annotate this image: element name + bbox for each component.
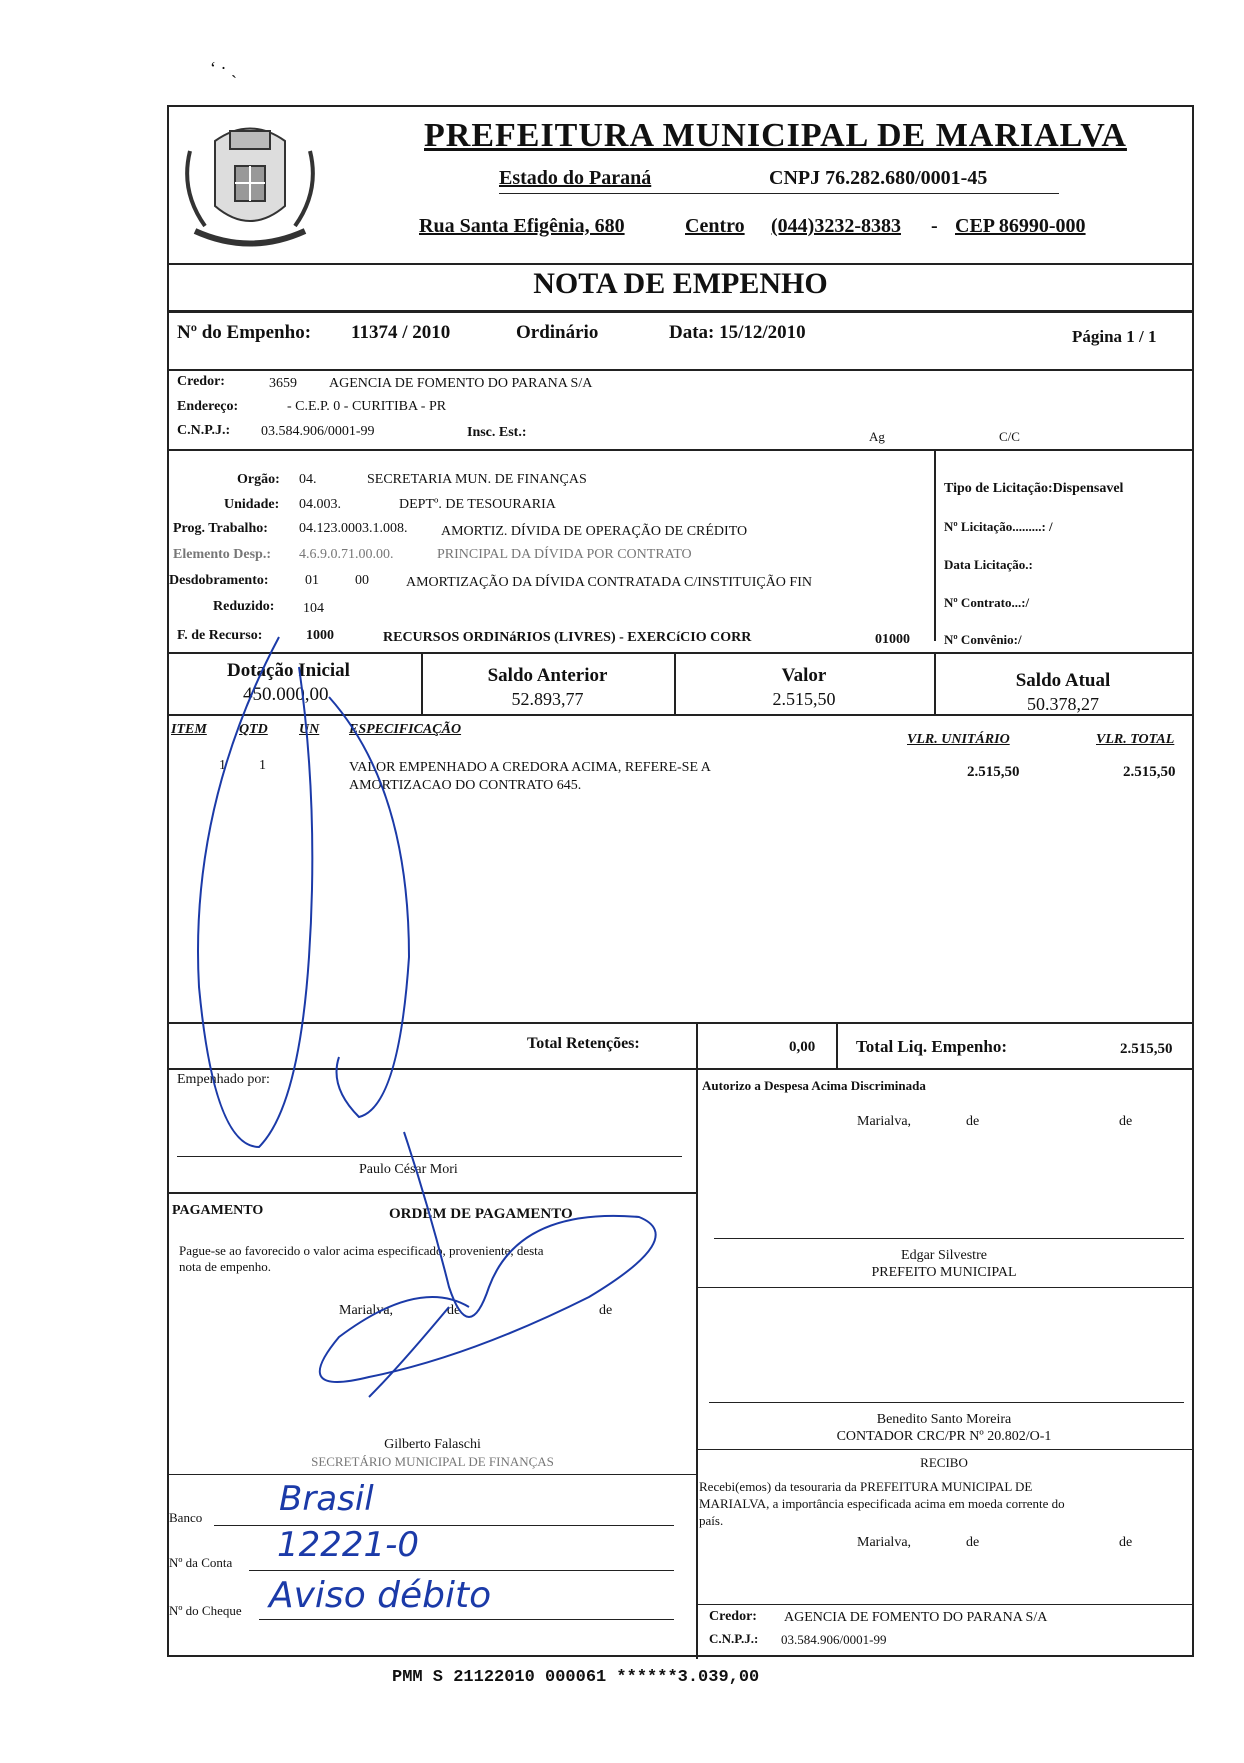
pagamento-de-2: de <box>599 1303 613 1318</box>
prefeito-name: Edgar Silvestre <box>901 1248 987 1263</box>
col-especificacao: ESPECIFICAÇÃO <box>349 722 462 737</box>
recibo-text-2: MARIALVA, a importância especificada acima em moeda corrente do <box>699 1496 1065 1511</box>
divider <box>169 1022 1192 1024</box>
divider <box>696 1287 1192 1288</box>
divider <box>696 1068 698 1659</box>
state-label: Estado do Paraná <box>499 167 652 189</box>
contador-name: Benedito Santo Moreira <box>876 1412 1012 1427</box>
phone-separator: - <box>931 215 938 237</box>
orgao-code: 04. <box>299 472 317 487</box>
divider <box>696 1604 1192 1605</box>
col-vlr-unitario: VLR. UNITÁRIO <box>907 732 1010 747</box>
numero-licitacao: Nº Licitação.........: / <box>944 519 1053 534</box>
phone-label: (044)3232-8383 <box>771 215 901 237</box>
credor-name: AGENCIA DE FOMENTO DO PARANA S/A <box>329 376 593 391</box>
recibo-de-1: de <box>966 1535 980 1550</box>
row-vlr-total: 2.515,50 <box>1123 764 1176 780</box>
pague-text-2: nota de empenho. <box>179 1259 272 1274</box>
pague-text-1: Pague-se ao favorecido o valor acima especificado, proveniente, desta <box>179 1243 544 1258</box>
document-title: NOTA DE EMPENHO <box>533 267 828 300</box>
divider <box>169 714 1192 716</box>
footer-stamp: PMM S 21122010 000061 ******3.039,00 <box>392 1668 760 1687</box>
autorizo-label: Autorizo a Despesa Acima Discriminada <box>702 1078 926 1093</box>
divider <box>696 1022 698 1068</box>
recibo-credor-label: Credor: <box>709 1609 757 1624</box>
endereco-value: - C.E.P. 0 - CURITIBA - PR <box>287 399 447 414</box>
prog-label: Prog. Trabalho: <box>173 521 268 536</box>
empenho-number: 11374 / 2010 <box>351 322 451 343</box>
insc-est-label: Insc. Est.: <box>467 425 527 440</box>
col-vlr-total: VLR. TOTAL <box>1096 732 1175 747</box>
divider <box>169 263 1192 265</box>
recurso-num: 01000 <box>875 632 910 647</box>
saldo-atual-value: 50.378,27 <box>1027 694 1099 714</box>
divider <box>169 1192 696 1194</box>
recibo-text-1: Recebi(emos) da tesouraria da PREFEITURA MUNICIPAL DE <box>699 1479 1033 1494</box>
desdobramento-name: AMORTIZAÇÃO DA DÍVIDA CONTRATADA C/INSTITUIÇÃO FIN <box>406 575 812 590</box>
autorizo-de-2: de <box>1119 1114 1133 1129</box>
ag-label: Ag <box>869 429 885 444</box>
reduzido-value: 104 <box>303 601 324 616</box>
empenhado-name: Paulo César Mori <box>359 1162 458 1177</box>
unidade-name: DEPTº. DE TESOURARIA <box>399 497 556 512</box>
nota-empenho-form <box>167 105 1194 1657</box>
unidade-code: 04.003. <box>299 497 341 512</box>
reduzido-label: Reduzido: <box>213 599 275 614</box>
desdobramento-label: Desdobramento: <box>169 573 269 588</box>
signature-line <box>709 1402 1184 1403</box>
recurso-name: RECURSOS ORDINáRIOS (LIVRES) - EXERCíCIO CORR <box>383 630 752 645</box>
dotacao-inicial-label: Dotação Inicial <box>227 660 350 681</box>
prefeito-title: PREFEITO MUNICIPAL <box>871 1265 1017 1280</box>
row-especificacao-2: AMORTIZACAO DO CONTRATO 645. <box>349 778 582 793</box>
valor-value: 2.515,50 <box>772 689 836 709</box>
cheque-label: Nº do Cheque <box>169 1603 242 1618</box>
empenhado-label: Empenhado por: <box>177 1072 270 1087</box>
divider <box>696 1449 1192 1450</box>
coat-of-arms-icon <box>175 111 325 261</box>
unidade-label: Unidade: <box>224 497 280 512</box>
page-number: Página 1 / 1 <box>1072 327 1157 346</box>
orgao-label: Orgão: <box>237 472 280 487</box>
row-qtd: 1 <box>259 758 266 773</box>
row-item: 1 <box>219 758 226 773</box>
conta-label: Nº da Conta <box>169 1555 233 1570</box>
contador-title: CONTADOR CRC/PR Nº 20.802/O-1 <box>836 1429 1052 1444</box>
data-licitacao: Data Licitação.: <box>944 557 1033 572</box>
divider <box>169 1068 1192 1070</box>
elemento-name: PRINCIPAL DA DÍVIDA POR CONTRATO <box>437 547 692 562</box>
recibo-de-2: de <box>1119 1535 1133 1550</box>
divider <box>169 310 1192 313</box>
elemento-code: 4.6.9.0.71.00.00. <box>299 547 394 562</box>
divider <box>169 369 1192 371</box>
recurso-label: F. de Recurso: <box>177 628 263 643</box>
prog-name: AMORTIZ. DÍVIDA DE OPERAÇÃO DE CRÉDITO <box>441 524 748 539</box>
tipo-licitacao-text: Tipo de Licitação:Dispensavel <box>944 481 1124 496</box>
endereco-label: Endereço: <box>177 399 239 414</box>
empenho-date: Data: 15/12/2010 <box>669 322 806 343</box>
empenho-label: Nº do Empenho: <box>177 322 312 343</box>
pagamento-marialva: Marialva, <box>339 1303 394 1318</box>
top-marks: ʻ · ˎ <box>210 58 237 78</box>
prefeitura-title: PREFEITURA MUNICIPAL DE MARIALVA <box>424 117 1127 154</box>
divider <box>169 1474 696 1475</box>
cep-label: CEP 86990-000 <box>955 215 1086 237</box>
orgao-name: SECRETARIA MUN. DE FINANÇAS <box>367 472 587 487</box>
desdobramento-sub: 00 <box>355 573 369 588</box>
recibo-credor-name: AGENCIA DE FOMENTO DO PARANA S/A <box>784 1610 1048 1625</box>
cnpj-label: CNPJ 76.282.680/0001-45 <box>769 167 988 189</box>
state-underline <box>499 193 1059 194</box>
total-liquido-value: 2.515,50 <box>1120 1041 1173 1057</box>
credor-cnpj: 03.584.906/0001-99 <box>261 424 375 439</box>
banco-label: Banco <box>169 1510 203 1525</box>
divider <box>934 449 936 641</box>
signature-line <box>177 1156 682 1157</box>
secretario-name: Gilberto Falaschi <box>384 1437 481 1452</box>
saldo-anterior-label: Saldo Anterior <box>487 665 608 686</box>
conta-line <box>249 1570 674 1571</box>
total-retencoes-value: 0,00 <box>789 1039 816 1055</box>
pagamento-label: PAGAMENTO <box>172 1203 264 1218</box>
conta-handwritten: 12221-0 <box>277 1525 420 1565</box>
numero-convenio: Nº Convênio:/ <box>944 632 1022 647</box>
row-vlr-unitario: 2.515,50 <box>967 764 1020 780</box>
prog-code: 04.123.0003.1.008. <box>299 521 408 536</box>
recibo-cnpj-label: C.N.P.J.: <box>709 1631 759 1646</box>
recurso-code: 1000 <box>306 628 334 643</box>
signature-line <box>714 1238 1184 1239</box>
saldo-atual-label: Saldo Atual <box>1015 670 1111 691</box>
col-item: ITEM <box>171 722 207 737</box>
banco-handwritten: Brasil <box>279 1479 374 1519</box>
recibo-marialva: Marialva, <box>857 1535 912 1550</box>
secretario-title: SECRETÁRIO MUNICIPAL DE FINANÇAS <box>311 1454 554 1469</box>
credor-cnpj-label: C.N.P.J.: <box>177 423 231 438</box>
col-un: UN <box>299 722 320 737</box>
desdobramento-code: 01 <box>305 573 319 588</box>
numero-contrato: Nº Contrato...:/ <box>944 595 1030 610</box>
divider <box>836 1022 838 1068</box>
elemento-label: Elemento Desp.: <box>173 547 271 562</box>
total-retencoes-label: Total Retenções: <box>527 1035 640 1052</box>
col-qtd: QTD <box>239 722 268 737</box>
address-label: Rua Santa Efigênia, 680 <box>419 215 625 237</box>
divider <box>169 652 1192 654</box>
row-especificacao-1: VALOR EMPENHADO A CREDORA ACIMA, REFERE-SE A <box>349 760 711 775</box>
dotacao-inicial-value: 450.000,00 <box>243 684 329 705</box>
total-liquido-label: Total Liq. Empenho: <box>856 1037 1007 1056</box>
tipo-licitacao <box>944 481 1123 497</box>
credor-label: Credor: <box>177 374 225 389</box>
valor-label: Valor <box>781 665 827 686</box>
recibo-cnpj: 03.584.906/0001-99 <box>781 1632 887 1647</box>
autorizo-de-1: de <box>966 1114 980 1129</box>
ordem-pagamento-label: ORDEM DE PAGAMENTO <box>389 1206 573 1222</box>
cheque-line <box>259 1619 674 1620</box>
saldo-anterior-value: 52.893,77 <box>511 689 584 709</box>
recibo-text-3: país. <box>699 1513 724 1528</box>
district-label: Centro <box>685 215 745 237</box>
empenho-type: Ordinário <box>516 322 599 343</box>
cheque-handwritten: Aviso débito <box>269 1575 492 1616</box>
autorizo-marialva: Marialva, <box>857 1114 912 1129</box>
credor-code: 3659 <box>269 376 297 391</box>
pagamento-de-1: de <box>447 1303 461 1318</box>
cc-label: C/C <box>999 429 1020 444</box>
recibo-title: RECIBO <box>920 1455 968 1470</box>
divider <box>169 449 1192 451</box>
